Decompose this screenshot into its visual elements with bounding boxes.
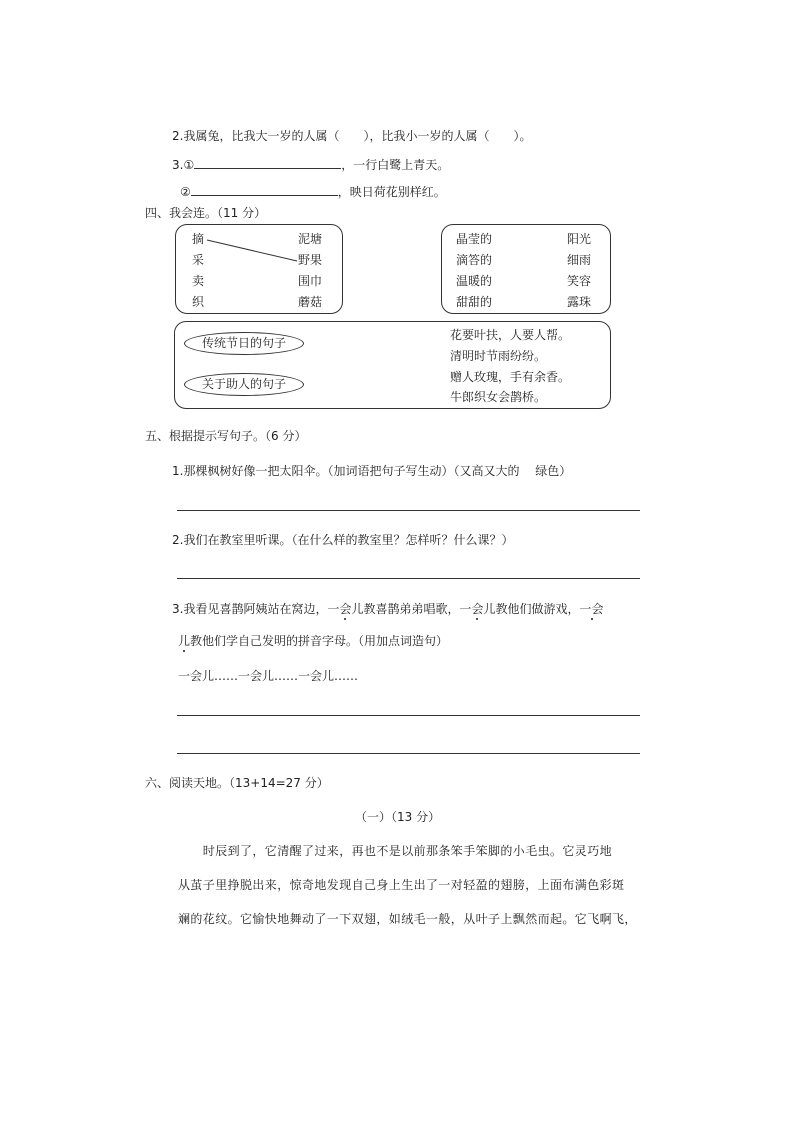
- answer-blank[interactable]: [194, 156, 341, 169]
- question-5-3-text-d: 教他们学自己发明的拼音字母。（用加点词造句）: [190, 634, 449, 648]
- question-5-3-text-c: 教他们做游戏，: [495, 602, 580, 616]
- match-left-item[interactable]: 晶莹的: [456, 232, 493, 246]
- answer-line[interactable]: [177, 578, 640, 579]
- question-3-3-line-1: [172, 156, 449, 173]
- match-right-item[interactable]: 笑容: [567, 274, 592, 288]
- answer-line[interactable]: [177, 510, 640, 511]
- reading-paragraph-line: 时辰到了，它清醒了过来，再也不是以前那条笨手笨脚的小毛虫。它灵巧地: [178, 844, 613, 858]
- sentence-pattern: 一会儿……一会儿……一会儿……: [178, 669, 359, 683]
- question-3-3-line-2: [180, 183, 446, 200]
- question-5-2: 2.我们在教室里听课。（在什么样的教室里？怎样听？什么课？）: [172, 533, 514, 547]
- match-right-item[interactable]: 围巾: [298, 274, 323, 288]
- question-5-3-line-2: [178, 633, 448, 649]
- reading-subheading: （一）（13 分）: [355, 810, 441, 824]
- question-3-3-prefix: 3.①: [172, 158, 195, 172]
- matching-box-adjectives: [441, 224, 611, 314]
- question-5-1: 1.那棵枫树好像一把太阳伞。（加词语把句子写生动）（又高又大的 绿色）: [172, 464, 572, 478]
- match-left-item[interactable]: 甜甜的: [456, 295, 493, 309]
- question-5-3-text-b: 教喜鹊弟弟唱歌，: [363, 602, 460, 616]
- category-oval-festival[interactable]: 传统节日的句子: [184, 332, 304, 355]
- question-3-3-suffix-2: ，映日荷花别样红。: [337, 185, 446, 199]
- answer-line[interactable]: [177, 753, 640, 754]
- matching-box-sentences: [174, 321, 611, 409]
- section-4-heading: 四、我会连。（11 分）: [145, 206, 267, 220]
- reading-paragraph-line: 斓的花纹。它愉快地舞动了一下双翅，如绒毛一般，从叶子上飘然而起。它飞啊飞，: [178, 912, 637, 926]
- match-left-item[interactable]: 滴答的: [456, 253, 493, 267]
- match-right-item[interactable]: 露珠: [567, 295, 592, 309]
- sentence-item[interactable]: 清明时节雨纷纷。: [450, 349, 547, 363]
- question-3-3-suffix-1: ，一行白鹭上青天。: [341, 158, 450, 172]
- match-right-item[interactable]: 细雨: [567, 253, 592, 267]
- sentence-item[interactable]: 牛郎织女会鹊桥。: [450, 390, 547, 404]
- match-right-item[interactable]: 野果: [298, 253, 323, 267]
- question-5-3-line-1: [172, 601, 604, 617]
- match-left-item[interactable]: 温暖的: [456, 274, 493, 288]
- answer-blank[interactable]: [191, 183, 338, 196]
- dotted-word-start: 一会: [579, 602, 604, 616]
- match-left-item[interactable]: 卖: [192, 274, 205, 288]
- category-oval-helping[interactable]: 关于助人的句子: [184, 373, 304, 396]
- match-left-item[interactable]: 织: [192, 295, 205, 309]
- question-3-2: 2.我属兔，比我大一岁的人属（ ），比我小一岁的人属（ ）。: [172, 129, 532, 143]
- sentence-item[interactable]: 赠人玫瑰，手有余香。: [450, 370, 571, 384]
- reading-paragraph-line: 从茧子里挣脱出来，惊奇地发现自己身上生出了一对轻盈的翅膀，上面布满色彩斑: [178, 878, 625, 892]
- answer-line[interactable]: [177, 715, 640, 716]
- matching-box-verbs: [175, 224, 343, 314]
- question-5-3-text-a: 3.我看见喜鹊阿姨站在窝边，: [172, 602, 328, 616]
- dotted-word-end: 儿: [178, 634, 191, 648]
- dotted-word: 一会儿: [327, 602, 364, 616]
- sentence-item[interactable]: 花要叶扶，人要人帮。: [450, 328, 571, 342]
- match-left-item[interactable]: 采: [192, 253, 205, 267]
- match-right-item[interactable]: 蘑菇: [298, 295, 323, 309]
- dotted-word: 一会儿: [459, 602, 496, 616]
- example-connection-line: [176, 225, 342, 313]
- question-3-3-prefix-2: ②: [180, 185, 191, 199]
- section-6-heading: 六、阅读天地。（13+14=27 分）: [145, 776, 329, 790]
- section-5-heading: 五、根据提示写句子。（6 分）: [145, 429, 307, 443]
- match-right-item[interactable]: 泥塘: [298, 232, 323, 246]
- match-right-item[interactable]: 阳光: [567, 232, 592, 246]
- match-left-item[interactable]: 摘: [192, 232, 205, 246]
